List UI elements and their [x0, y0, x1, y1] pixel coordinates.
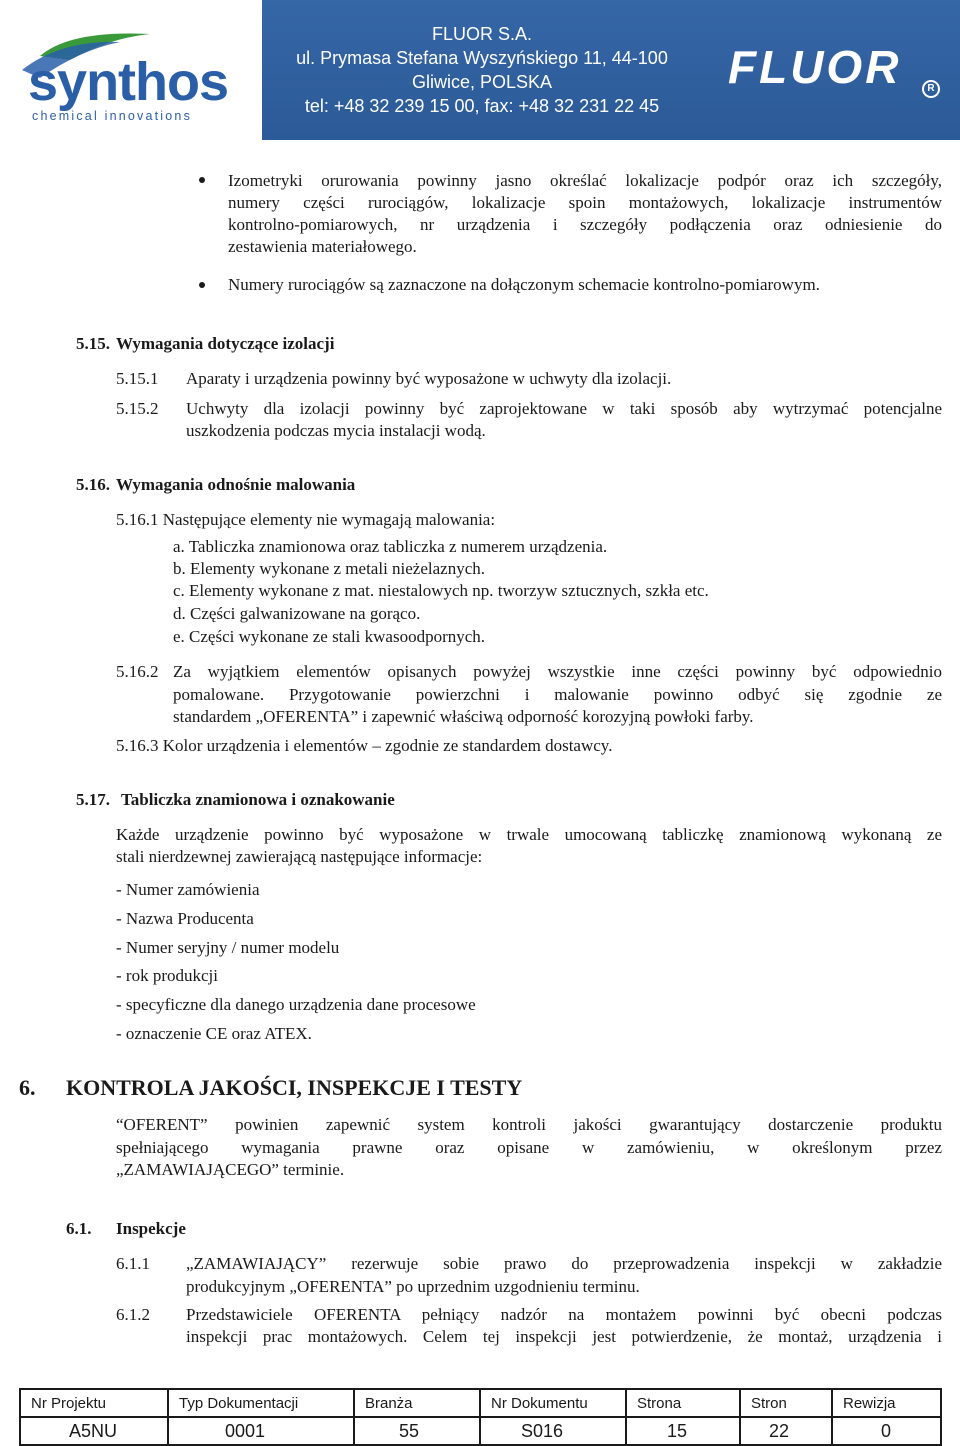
item-6-1-1-line-2: produkcyjnym „OFERENTA” po uprzednim uzgodnieniu terminu.: [186, 1277, 640, 1296]
synthos-tagline: chemical innovations: [32, 109, 193, 123]
bullet-1-line-2: numery części rurociągów, lokalizacje spoin montażowych, lokalizacje instrumentów: [228, 193, 942, 212]
registered-mark-icon: R: [922, 80, 940, 98]
value-rewizja: 0: [832, 1417, 941, 1445]
nameplate-item-2: - Nazwa Producenta: [116, 909, 254, 928]
section-6-intro-line-3: „ZAMAWIAJĄCEGO” terminie.: [116, 1160, 345, 1179]
nameplate-item-3: - Numer seryjny / numer modelu: [116, 938, 340, 957]
list-item-a: a. Tabliczka znamionowa oraz tabliczka z numerem urządzenia.: [173, 537, 608, 556]
section-6-intro-line-2: spełniającego wymagania prawne oraz opisane w zamówieniu, w określonym przez: [116, 1138, 942, 1157]
item-5-16-2-line-1: Za wyjątkiem elementów opisanych powyżej wszystkie inne części powinny być odpowiednio: [173, 662, 942, 681]
item-5-15-1-text: Aparaty i urządzenia powinny być wyposażone w uchwyty dla izolacji.: [186, 369, 672, 388]
address-line-1: ul. Prymasa Stefana Wyszyńskiego 11, 44-100: [296, 48, 668, 68]
synthos-logo: [0, 0, 262, 140]
value-branza: 55: [354, 1417, 480, 1445]
list-item-d: d. Części galwanizowane na gorąco.: [173, 604, 421, 623]
address-line-2: Gliwice, POLSKA: [411, 72, 553, 92]
bullet-icon: [199, 177, 205, 183]
item-5-16-2-line-2: pomalowane. Przygotowanie powierzchni i malowanie powinno odbyć się zgodnie ze: [173, 685, 942, 704]
list-item-b: b. Elementy wykonane z metali nieżelaznych.: [173, 559, 486, 578]
item-5-15-2-number: 5.15.2: [116, 399, 159, 418]
item-5-15-2-line-2: uszkodzenia podczas mycia instalacji wodą.: [186, 421, 486, 440]
item-6-1-2-line-1: Przedstawiciele OFERENTA pełniący nadzór na montażem powinni być obecni podczas: [186, 1305, 942, 1324]
header-nr-dokumentu: Nr Dokumentu: [480, 1389, 626, 1417]
header-typ-dokumentacji: Typ Dokumentacji: [168, 1389, 354, 1417]
header-stron: Stron: [740, 1389, 832, 1417]
item-6-1-1-line-1: „ZAMAWIAJĄCY” rezerwuje sobie prawo do przeprowadzenia inspekcji w zakładzie: [186, 1254, 942, 1273]
section-5-17-number: 5.17.: [76, 790, 110, 809]
section-5-16-title: Wymagania odnośnie malowania: [116, 475, 356, 494]
item-6-1-1-number: 6.1.1: [116, 1254, 150, 1273]
item-5-16-3: 5.16.3 Kolor urządzenia i elementów – zgodnie ze standardem dostawcy.: [116, 736, 613, 755]
item-5-16-2-number: 5.16.2: [116, 662, 159, 681]
header-rewizja: Rewizja: [832, 1389, 941, 1417]
bullet-icon: [199, 282, 205, 288]
section-5-17-title: Tabliczka znamionowa i oznakowanie: [121, 790, 395, 809]
header-branza: Branża: [354, 1389, 480, 1417]
fluor-logo: FLUOR: [728, 41, 902, 93]
synthos-logo-graphic: [0, 0, 262, 140]
header-nr-projektu: Nr Projektu: [20, 1389, 168, 1417]
section-5-17-intro-line-2: stali nierdzewnej zawierającą następujące informacje:: [116, 847, 483, 866]
value-stron: 22: [740, 1417, 832, 1445]
document-info-table: [19, 1388, 942, 1446]
company-address-block: [262, 22, 702, 118]
item-5-15-1-number: 5.15.1: [116, 369, 159, 388]
bullet-1-line-3: kontrolno-pomiarowych, nr urządzenia i szczegóły podłączenia oraz odniesienie do: [228, 215, 942, 234]
nameplate-item-6: - oznaczenie CE oraz ATEX.: [116, 1024, 312, 1043]
nameplate-item-4: - rok produkcji: [116, 966, 218, 985]
item-6-1-2-number: 6.1.2: [116, 1305, 150, 1324]
section-6-number: 6.: [19, 1075, 36, 1100]
value-strona: 15: [626, 1417, 740, 1445]
synthos-wordmark: synthos: [28, 52, 229, 112]
section-6-1-title: Inspekcje: [116, 1219, 186, 1238]
page-header: [0, 0, 960, 140]
nameplate-item-5: - specyficzne dla danego urządzenia dane procesowe: [116, 995, 476, 1014]
section-5-17-intro-line-1: Każde urządzenie powinno być wyposażone w trwale umocowaną tabliczkę znamionową wykonaną ze: [116, 825, 942, 844]
value-nr-projektu: A5NU: [20, 1417, 168, 1445]
item-5-16-2-line-3: standardem „OFERENTA” i zapewnić właściwą odporność korozyjną powłoki farby.: [173, 707, 754, 726]
list-item-c: c. Elementy wykonane z mat. niestalowych np. tworzyw sztucznych, szkła etc.: [173, 581, 709, 600]
value-typ-dokumentacji: 0001: [168, 1417, 354, 1445]
table-row: [20, 1417, 941, 1445]
header-strona: Strona: [626, 1389, 740, 1417]
section-6-title: KONTROLA JAKOŚCI, INSPEKCJE I TESTY: [66, 1075, 523, 1100]
section-5-15-number: 5.15.: [76, 334, 110, 353]
bullet-1-line-1: Izometryki orurowania powinny jasno określać lokalizacje podpór oraz ich szczegóły,: [228, 171, 942, 190]
section-5-15-title: Wymagania dotyczące izolacji: [116, 334, 335, 353]
section-5-16-number: 5.16.: [76, 475, 110, 494]
table-row: [20, 1389, 941, 1417]
phone-fax: tel: +48 32 239 15 00, fax: +48 32 231 22 45: [304, 96, 660, 116]
section-6-1-number: 6.1.: [66, 1219, 92, 1238]
bullet-1-line-4: zestawienia materiałowego.: [228, 237, 417, 256]
section-6-intro-line-1: “OFERENT” powinien zapewnić system kontroli jakości gwarantujący dostarczenie produktu: [116, 1115, 942, 1134]
bullet-2-line-1: Numery rurociągów są zaznaczone na dołączonym schemacie kontrolno-pomiarowym.: [228, 275, 820, 294]
nameplate-item-1: - Numer zamówienia: [116, 880, 260, 899]
company-name: FLUOR S.A.: [431, 24, 533, 44]
list-item-e: e. Części wykonane ze stali kwasoodpornych.: [173, 627, 486, 646]
item-5-16-1: 5.16.1 Następujące elementy nie wymagają malowania:: [116, 510, 496, 529]
value-nr-dokumentu: S016: [480, 1417, 626, 1445]
item-6-1-2-line-2: inspekcji prac montażowych. Celem tej inspekcji jest potwierdzenie, że montaż, urządzenia i: [186, 1327, 942, 1346]
item-5-15-2-line-1: Uchwyty dla izolacji powinny być zaprojektowane w taki sposób aby wytrzymać potencjalne: [186, 399, 942, 418]
